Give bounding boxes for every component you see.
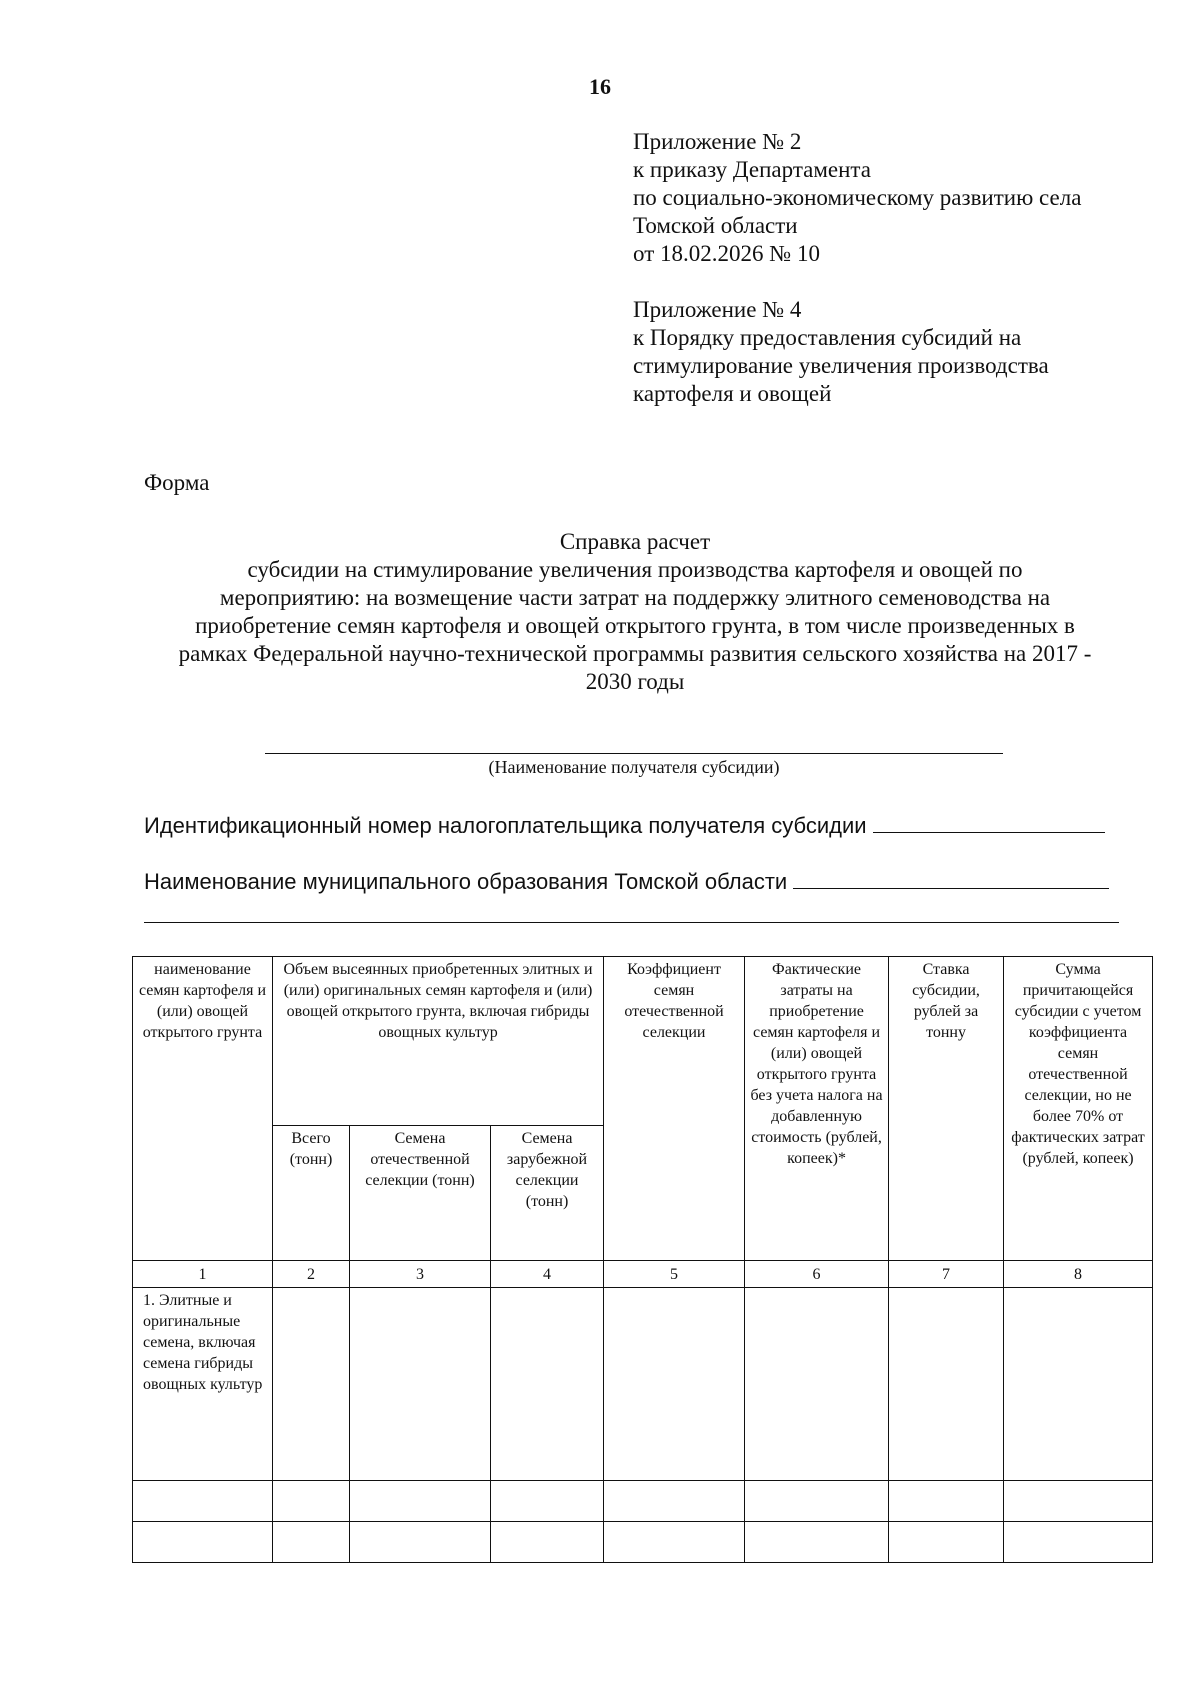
header-volume-domestic: Семена отечественной селекции (тонн) [350, 1126, 491, 1261]
table-cell[interactable] [133, 1481, 273, 1522]
appendix-line: стимулирование увеличения производства [633, 353, 1049, 378]
table-cell[interactable] [491, 1481, 604, 1522]
appendix-line: к приказу Департамента [633, 157, 871, 182]
header-subsidy-rate: Ставка субсидии, рублей за тонну [889, 957, 1004, 1261]
municipality-field[interactable] [793, 868, 1109, 889]
title-line: субсидии на стимулирование увеличения производства картофеля и овощей по [247, 557, 1023, 582]
column-numbers-row [133, 1261, 1153, 1288]
table-row [133, 1481, 1153, 1522]
table-cell[interactable] [133, 1522, 273, 1563]
table-cell[interactable] [273, 1481, 350, 1522]
table-cell[interactable] [350, 1522, 491, 1563]
column-number: 6 [745, 1261, 889, 1288]
calculation-table [132, 956, 1153, 1563]
appendix-line: от 18.02.2026 № 10 [633, 241, 820, 266]
table-cell[interactable] [745, 1481, 889, 1522]
header-actual-costs: Фактические затраты на приобретение семян картофеля и (или) овощей открытого грунта без учета налога на добавленную стоимость (рублей, копеек)* [745, 957, 889, 1261]
municipality-label: Наименование муниципального образования Томской области [144, 869, 788, 894]
column-number: 7 [889, 1261, 1004, 1288]
table-cell[interactable] [1004, 1481, 1153, 1522]
document-title [120, 528, 1150, 696]
column-number: 8 [1004, 1261, 1153, 1288]
recipient-name-field[interactable] [265, 753, 1003, 754]
form-label: Форма [144, 470, 210, 495]
header-subsidy-amount: Сумма причитающейся субсидии с учетом коэффициента семян отечественной селекции, но не более 70% от фактических затрат (рублей, копеек) [1004, 957, 1153, 1261]
header-seed-name: наименование семян картофеля и (или) овощей открытого грунта [133, 957, 273, 1261]
table-cell[interactable] [604, 1288, 745, 1481]
inn-row [144, 812, 1105, 839]
column-number: 2 [273, 1261, 350, 1288]
table-cell[interactable] [745, 1522, 889, 1563]
header-volume-total: Всего (тонн) [273, 1126, 350, 1261]
table-cell[interactable] [889, 1481, 1004, 1522]
table-cell[interactable] [491, 1522, 604, 1563]
table-row [133, 1522, 1153, 1563]
appendix-line: к Порядку предоставления субсидий на [633, 325, 1022, 350]
table-cell[interactable] [889, 1288, 1004, 1481]
appendix-4-header [633, 296, 1153, 408]
column-number: 1 [133, 1261, 273, 1288]
column-number: 3 [350, 1261, 491, 1288]
municipality-row [144, 868, 1109, 895]
appendix-line: Приложение № 4 [633, 297, 802, 322]
recipient-caption: (Наименование получателя субсидии) [488, 757, 780, 777]
inn-field[interactable] [873, 812, 1105, 833]
title-line: 2030 годы [585, 669, 685, 694]
appendix-2-header [633, 128, 1153, 268]
table-cell[interactable] [491, 1288, 604, 1481]
table-row [133, 1288, 1153, 1481]
table-cell[interactable] [889, 1522, 1004, 1563]
municipality-field-continuation[interactable] [144, 922, 1119, 923]
table-cell[interactable] [350, 1288, 491, 1481]
table-cell[interactable] [1004, 1522, 1153, 1563]
appendix-line: Приложение № 2 [633, 129, 802, 154]
table-cell[interactable] [1004, 1288, 1153, 1481]
page-number: 16 [589, 74, 611, 99]
header-coefficient: Коэффициент семян отечественной селекции [604, 957, 745, 1261]
title-line: мероприятию: на возмещение части затрат на поддержку элитного семеноводства на [219, 585, 1051, 610]
appendix-line: картофеля и овощей [633, 381, 832, 406]
title-line: рамках Федеральной научно-технической программы развития сельского хозяйства на 2017 - [178, 641, 1092, 666]
row-label-elite-seeds: 1. Элитные и оригинальные семена, включая семена гибриды овощных культур [133, 1288, 273, 1481]
column-number: 4 [491, 1261, 604, 1288]
table-cell[interactable] [604, 1481, 745, 1522]
title-line: Справка расчет [559, 529, 711, 554]
column-number: 5 [604, 1261, 745, 1288]
table-cell[interactable] [273, 1522, 350, 1563]
appendix-line: по социально-экономическому развитию села [633, 185, 1082, 210]
table-header-row [133, 957, 1153, 1126]
table-cell[interactable] [350, 1481, 491, 1522]
appendix-line: Томской области [633, 213, 798, 238]
table-cell[interactable] [604, 1522, 745, 1563]
table-cell[interactable] [745, 1288, 889, 1481]
title-line: приобретение семян картофеля и овощей открытого грунта, в том числе произведенных в [195, 613, 1075, 638]
header-sown-volume: Объем высеянных приобретенных элитных и (или) оригинальных семян картофеля и (или) овощей открытого грунта, включая гибриды овощных культур [273, 957, 604, 1126]
table-cell[interactable] [273, 1288, 350, 1481]
inn-label: Идентификационный номер налогоплательщика получателя субсидии [144, 813, 867, 838]
header-volume-foreign: Семена зарубежной селекции (тонн) [491, 1126, 604, 1261]
